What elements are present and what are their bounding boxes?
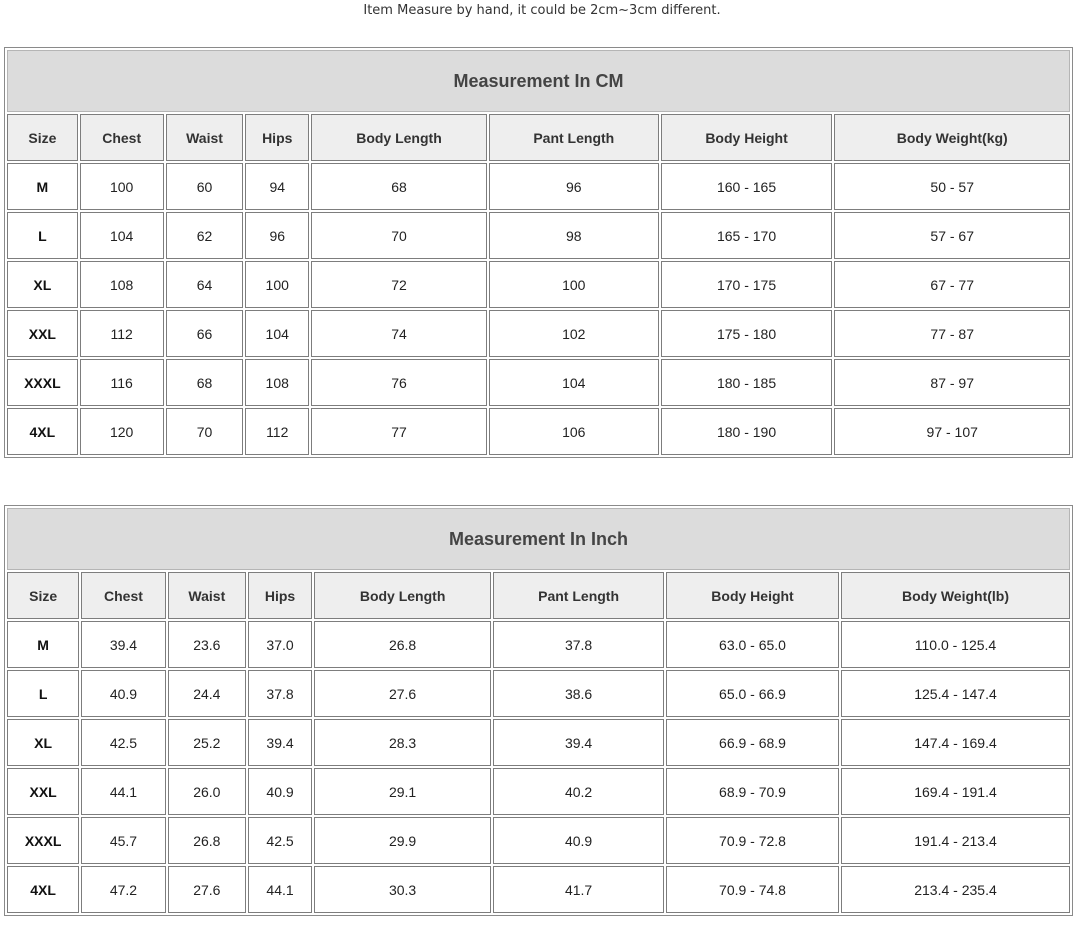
table-cell: 96 <box>245 212 309 259</box>
table-cell: 68 <box>166 359 244 406</box>
table-cell: 72 <box>311 261 487 308</box>
size-label-cell: XL <box>7 261 78 308</box>
header-row <box>7 572 1070 619</box>
table-cell: 29.9 <box>314 817 491 864</box>
table-cell: 100 <box>245 261 309 308</box>
table-cell: 70 <box>311 212 487 259</box>
size-label-cell: M <box>7 163 78 210</box>
table-cell: 63.0 - 65.0 <box>666 621 839 668</box>
table-cell: 26.0 <box>168 768 246 815</box>
table-row <box>7 768 1070 815</box>
table-cell: 57 - 67 <box>834 212 1070 259</box>
table-row <box>7 359 1070 406</box>
table-row <box>7 310 1070 357</box>
table-title: Measurement In CM <box>7 50 1070 112</box>
table-cell: 100 <box>80 163 164 210</box>
column-header: Chest <box>80 114 164 161</box>
column-header: Chest <box>81 572 165 619</box>
table-title: Measurement In Inch <box>7 508 1070 570</box>
table-cell: 160 - 165 <box>661 163 833 210</box>
column-header: Pant Length <box>489 114 659 161</box>
table-cell: 94 <box>245 163 309 210</box>
column-header: Waist <box>166 114 244 161</box>
table-cell: 87 - 97 <box>834 359 1070 406</box>
table-row <box>7 866 1070 913</box>
table-row <box>7 261 1070 308</box>
table-cell: 125.4 - 147.4 <box>841 670 1070 717</box>
column-header: Waist <box>168 572 246 619</box>
table-cell: 39.4 <box>81 621 165 668</box>
table-row <box>7 621 1070 668</box>
column-header: Size <box>7 114 78 161</box>
table-cell: 170 - 175 <box>661 261 833 308</box>
table-cell: 37.8 <box>493 621 664 668</box>
table-cell: 42.5 <box>248 817 312 864</box>
table-cell: 27.6 <box>314 670 491 717</box>
column-header: Body Height <box>661 114 833 161</box>
column-header: Hips <box>245 114 309 161</box>
table-cell: 112 <box>245 408 309 455</box>
table-cell: 29.1 <box>314 768 491 815</box>
size-table-inch <box>4 505 1073 916</box>
table-cell: 66 <box>166 310 244 357</box>
table-cell: 37.8 <box>248 670 312 717</box>
table-cell: 44.1 <box>248 866 312 913</box>
table-cell: 50 - 57 <box>834 163 1070 210</box>
table-cell: 26.8 <box>314 621 491 668</box>
table-row <box>7 670 1070 717</box>
table-cell: 96 <box>489 163 659 210</box>
table-cell: 191.4 - 213.4 <box>841 817 1070 864</box>
table-cell: 102 <box>489 310 659 357</box>
table-cell: 147.4 - 169.4 <box>841 719 1070 766</box>
column-header: Hips <box>248 572 312 619</box>
table-cell: 40.2 <box>493 768 664 815</box>
size-label-cell: XXXL <box>7 359 78 406</box>
table-cell: 120 <box>80 408 164 455</box>
measurement-note: Item Measure by hand, it could be 2cm~3cm different. <box>363 3 721 18</box>
table-cell: 70.9 - 72.8 <box>666 817 839 864</box>
table-cell: 104 <box>245 310 309 357</box>
header-row <box>7 114 1070 161</box>
table-cell: 62 <box>166 212 244 259</box>
table-cell: 39.4 <box>493 719 664 766</box>
column-header: Body Height <box>666 572 839 619</box>
table-cell: 26.8 <box>168 817 246 864</box>
table-cell: 67 - 77 <box>834 261 1070 308</box>
size-label-cell: XXXL <box>7 817 79 864</box>
table-cell: 25.2 <box>168 719 246 766</box>
size-label-cell: L <box>7 212 78 259</box>
table-cell: 104 <box>489 359 659 406</box>
table-cell: 24.4 <box>168 670 246 717</box>
table-cell: 47.2 <box>81 866 165 913</box>
column-header: Body Length <box>311 114 487 161</box>
table-cell: 68.9 - 70.9 <box>666 768 839 815</box>
table-cell: 70 <box>166 408 244 455</box>
size-label-cell: M <box>7 621 79 668</box>
table-cell: 68 <box>311 163 487 210</box>
table-cell: 44.1 <box>81 768 165 815</box>
table-cell: 180 - 185 <box>661 359 833 406</box>
table-cell: 28.3 <box>314 719 491 766</box>
column-header: Size <box>7 572 79 619</box>
table-cell: 180 - 190 <box>661 408 833 455</box>
table-cell: 106 <box>489 408 659 455</box>
table-cell: 65.0 - 66.9 <box>666 670 839 717</box>
table-cell: 70.9 - 74.8 <box>666 866 839 913</box>
table-cell: 38.6 <box>493 670 664 717</box>
size-label-cell: XXL <box>7 310 78 357</box>
table-cell: 76 <box>311 359 487 406</box>
table-row <box>7 719 1070 766</box>
table-cell: 213.4 - 235.4 <box>841 866 1070 913</box>
table-cell: 110.0 - 125.4 <box>841 621 1070 668</box>
table-cell: 23.6 <box>168 621 246 668</box>
table-cell: 116 <box>80 359 164 406</box>
table-cell: 112 <box>80 310 164 357</box>
table-cell: 39.4 <box>248 719 312 766</box>
table-cell: 42.5 <box>81 719 165 766</box>
size-label-cell: 4XL <box>7 408 78 455</box>
table-cell: 40.9 <box>493 817 664 864</box>
table-cell: 100 <box>489 261 659 308</box>
table-cell: 165 - 170 <box>661 212 833 259</box>
table-cell: 97 - 107 <box>834 408 1070 455</box>
table-cell: 108 <box>80 261 164 308</box>
table-cell: 40.9 <box>81 670 165 717</box>
table-cell: 77 <box>311 408 487 455</box>
table-cell: 77 - 87 <box>834 310 1070 357</box>
column-header: Body Weight(lb) <box>841 572 1070 619</box>
table-cell: 104 <box>80 212 164 259</box>
table-cell: 37.0 <box>248 621 312 668</box>
table-cell: 66.9 - 68.9 <box>666 719 839 766</box>
table-cell: 27.6 <box>168 866 246 913</box>
table-cell: 74 <box>311 310 487 357</box>
table-cell: 175 - 180 <box>661 310 833 357</box>
table-cell: 98 <box>489 212 659 259</box>
column-header: Body Length <box>314 572 491 619</box>
table-row <box>7 817 1070 864</box>
table-row <box>7 163 1070 210</box>
size-label-cell: XL <box>7 719 79 766</box>
table-row <box>7 212 1070 259</box>
size-label-cell: 4XL <box>7 866 79 913</box>
table-cell: 64 <box>166 261 244 308</box>
table-cell: 108 <box>245 359 309 406</box>
size-table-cm <box>4 47 1073 458</box>
size-label-cell: L <box>7 670 79 717</box>
table-cell: 60 <box>166 163 244 210</box>
table-cell: 169.4 - 191.4 <box>841 768 1070 815</box>
table-cell: 45.7 <box>81 817 165 864</box>
table-cell: 30.3 <box>314 866 491 913</box>
table-row <box>7 408 1070 455</box>
column-header: Body Weight(kg) <box>834 114 1070 161</box>
column-header: Pant Length <box>493 572 664 619</box>
table-cell: 40.9 <box>248 768 312 815</box>
table-cell: 41.7 <box>493 866 664 913</box>
size-label-cell: XXL <box>7 768 79 815</box>
